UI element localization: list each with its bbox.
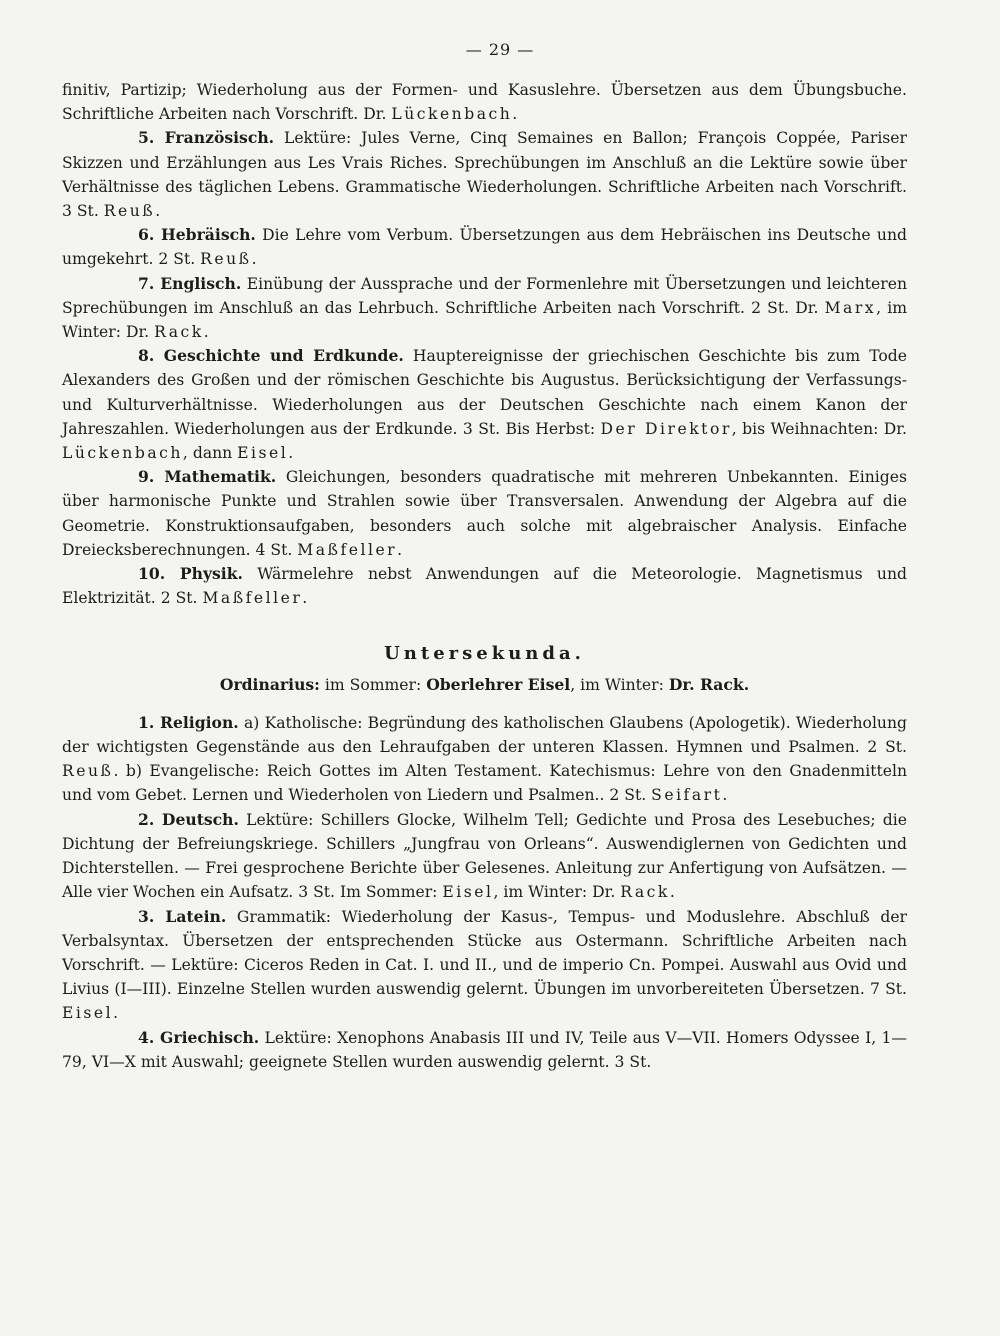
section-text: , im Winter: Dr.: [493, 883, 621, 902]
section-text: .: [203, 323, 209, 342]
section-text: .: [512, 105, 518, 124]
section-label: 8. Geschichte und Erdkunde.: [138, 346, 404, 366]
ordinarius-summer-teacher: Oberlehrer Eisel: [426, 674, 571, 694]
page-body: [62, 78, 907, 1074]
section-paragraph: [62, 223, 907, 271]
section-paragraph: [62, 905, 907, 1026]
section-text: Wärmelehre nebst Anwendungen auf die Meteorologie. Magnetismus und Elektrizität. 2 St.: [62, 565, 907, 608]
section-label: 9. Mathematik.: [138, 467, 277, 487]
section-text: .: [302, 589, 308, 608]
teacher-name: Lückenbach: [62, 444, 183, 463]
section-text: Lektüre: Schillers Glocke, Wilhelm Tell; Gedichte und Prosa des Lesebuches; die Dichtung der Befreiungskriege. Schillers „Jungfrau von Orleans“. Auswendiglernen von Gedichten und Dichterstellen. — Frei gesprochene Berichte über Gelesenes. Anleitung zur Anfertigung von Aufsätzen. — Alle vier Wochen ein Aufsatz. 3 St. Im Sommer:: [62, 810, 907, 902]
section-paragraph: [62, 78, 907, 126]
section-text: Lektüre: Xenophons Anabasis III und IV, Teile aus V—VII. Homers Odyssee I, 1—79, VI—X mit Auswahl; geeignete Stellen wurden auswendig gelernt. 3 St.: [62, 1028, 907, 1071]
page-number: — 29 —: [465, 40, 535, 59]
sections-top: [62, 78, 907, 610]
section-text: Grammatik: Wiederholung der Kasus-, Tempus- und Moduslehre. Abschluß der Verbalsyntax. Übersetzen der entsprechenden Stücke aus Ostermann. Schriftliche Arbeiten nach Vorschrift. — Lektüre: Ciceros Reden in Cat. I. und II., und de imperio Cn. Pompei. Auswahl aus Ovid und Livius (I—III). Einzelne Stellen wurden auswendig gelernt. Übungen im unvorbereiteten Übersetzen. 7 St.: [62, 907, 908, 999]
section-text: finitiv, Partizip; Wiederholung aus der Formen- und Kasuslehre. Übersetzen aus dem Übungsbuche. Schriftliche Arbeiten nach Vorschrift. Dr.: [62, 81, 907, 124]
section-text: .: [722, 786, 728, 805]
section-text: .: [669, 883, 675, 902]
section-text: .: [155, 202, 161, 221]
teacher-name: Eisel: [237, 444, 289, 463]
section-text: Einübung der Aussprache und der Formenlehre mit Übersetzungen und leichteren Sprechübungen im Anschluß an das Lehrbuch. Schriftliche Arbeiten nach Vorschrift. 2 St. Dr.: [62, 274, 907, 317]
class-heading: Untersekunda.: [384, 643, 585, 665]
section-text: Hauptereignisse der griechischen Geschichte bis zum Tode Alexanders des Großen und der römischen Geschichte bis Augustus. Berücksichtigung der Verfassungs- und Kulturverhältnisse. Wiederholungen aus der Deutschen Geschichte nach einem Kanon der Jahreszahlen. Wiederholungen aus der Erdkunde. 3 St. Bis Herbst:: [62, 347, 907, 438]
section-paragraph: [62, 562, 907, 610]
section-label: 5. Französisch.: [138, 128, 275, 148]
teacher-name: Der Direktor: [600, 419, 732, 438]
section-label: 2. Deutsch.: [138, 809, 239, 829]
section-paragraph: [62, 711, 907, 808]
section-text: .: [251, 250, 257, 269]
section-text: , im Winter: Dr.: [62, 298, 907, 342]
section-text: .: [397, 540, 403, 559]
section-label: 10. Physik.: [138, 564, 243, 584]
section-label: 1. Religion.: [138, 712, 239, 732]
ordinarius-winter: , im Winter:: [570, 675, 669, 694]
section-text: Gleichungen, besonders quadratische mit mehreren Unbekannten. Einiges über harmonische Punkte und Strahlen sowie über Transversalen. Anwendung der Algebra auf die Geometrie. Konstruktionsaufgaben, besonders auch solche mit algebraischer Analysis. Einfache Dreiecksberechnungen. 4 St.: [62, 468, 907, 559]
section-text: , bis Weihnachten: Dr.: [731, 419, 907, 438]
teacher-name: Seifart: [651, 786, 723, 805]
section-text: .: [113, 1004, 119, 1023]
section-text: a) Katholische: Begründung des katholischen Glaubens (Apologetik). Wiederholung der wichtigsten Gegenstände aus den Lehraufgaben der unteren Klassen. Hymnen und Psalmen. 2 St.: [62, 713, 908, 757]
section-text: Lektüre: Jules Verne, Cinq Semaines en Ballon; François Coppée, Pariser Skizzen und Erzählungen aus Les Vrais Riches. Sprechübungen im Anschluß an die Lektüre sowie über Verhältnisse des täglichen Lebens. Grammatische Wiederholungen. Schriftliche Arbeiten nach Vorschrift. 3 St.: [62, 129, 907, 221]
teacher-name: Marx: [824, 298, 877, 317]
ordinarius-summer: im Sommer:: [319, 675, 427, 694]
section-text: , dann: [182, 444, 238, 463]
teacher-name: Lückenbach: [391, 105, 513, 124]
section-paragraph: [62, 126, 907, 223]
section-paragraph: [62, 808, 907, 905]
teacher-name: Eisel: [442, 883, 494, 902]
ordinarius-label: Ordinarius:: [219, 674, 320, 694]
section-label: 7. Englisch.: [138, 273, 242, 293]
ordinarius-winter-teacher: Dr. Rack.: [668, 674, 750, 694]
teacher-name: Reuß: [62, 762, 114, 781]
teacher-name: Eisel: [62, 1004, 114, 1023]
section-paragraph: [62, 272, 907, 345]
teacher-name: Reuß: [200, 250, 252, 269]
section-text: .: [288, 444, 294, 463]
section-label: 6. Hebräisch.: [138, 225, 256, 245]
section-label: 4. Griechisch.: [138, 1027, 260, 1047]
section-paragraph: [62, 344, 907, 465]
section-paragraph: [62, 1026, 907, 1074]
section-label: 3. Latein.: [138, 906, 227, 926]
teacher-name: Reuß: [103, 202, 156, 221]
teacher-name: Maßfeller: [297, 540, 398, 559]
teacher-name: Rack: [154, 323, 204, 342]
ordinarius-line: [62, 673, 907, 697]
teacher-name: Maßfeller: [202, 589, 303, 608]
sections-bottom: [62, 711, 907, 1074]
section-text: . b) Evangelische: Reich Gottes im Alten Testament. Katechismus: Lehre von den Gnadenmitteln und vom Gebet. Lernen und Wiederholen von Liedern und Psalmen.. 2 St.: [62, 762, 907, 805]
section-paragraph: [62, 465, 907, 562]
section-text: Die Lehre vom Verbum. Übersetzungen aus dem Hebräischen ins Deutsche und umgekehrt. 2 St.: [62, 226, 907, 269]
teacher-name: Rack: [620, 883, 670, 902]
